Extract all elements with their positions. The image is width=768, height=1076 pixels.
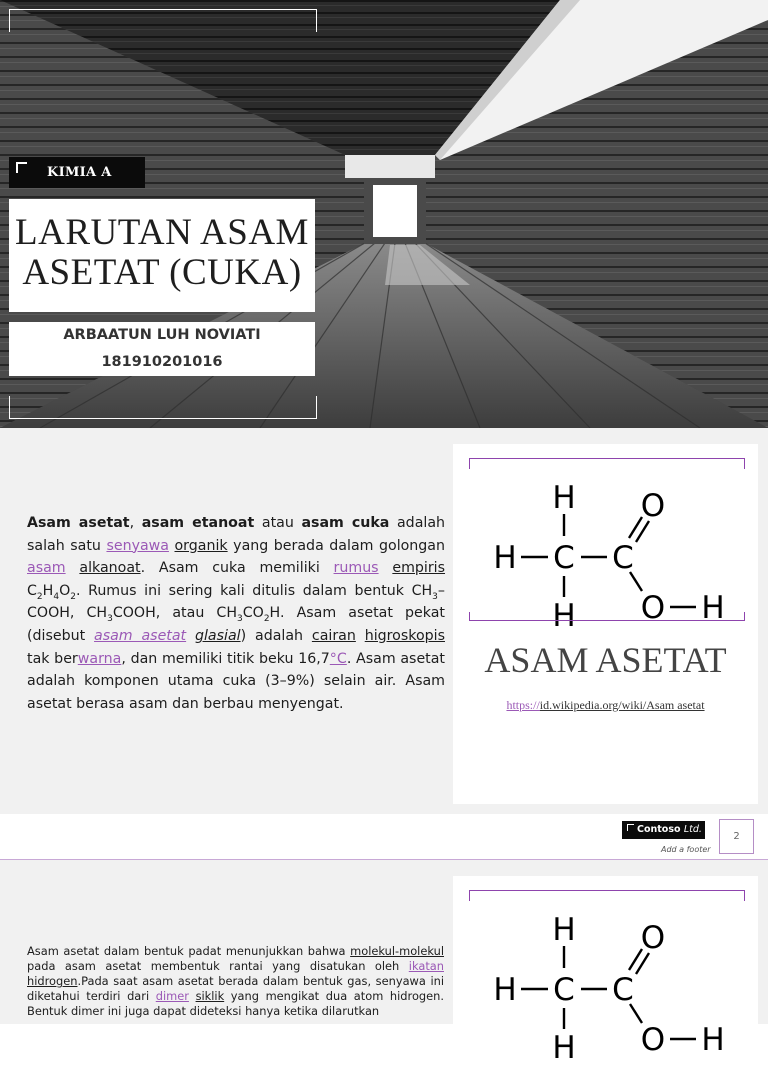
atom-h-right: H (701, 590, 725, 626)
subscript: 3 (432, 591, 438, 602)
subscript: 2 (36, 591, 43, 602)
link-molekul[interactable]: molekul-molekul (350, 944, 444, 958)
subscript: 3 (237, 614, 243, 625)
text: tak ber (27, 650, 78, 667)
atom-o-right: O (640, 1022, 666, 1058)
description-paragraph-2 (27, 944, 444, 1019)
link-cairan[interactable]: cairan (311, 627, 356, 644)
text (379, 560, 393, 576)
term-asam-cuka: asam cuka (301, 515, 390, 531)
atom-o-top: O (640, 488, 666, 524)
link-empiris[interactable]: empiris (392, 560, 446, 577)
footer-placeholder[interactable]: Add a footer (661, 845, 711, 854)
text: CO (242, 605, 264, 622)
link-asam-asetat[interactable]: asam asetat (94, 627, 187, 644)
text: C (27, 582, 37, 599)
atom-c2: C (612, 972, 634, 1008)
subscript: 2 (70, 591, 76, 602)
content-slide-solid-form (0, 860, 768, 1066)
term-asam-asetat: Asam asetat (27, 515, 130, 531)
link-rumus[interactable]: rumus (333, 560, 379, 577)
structure-card (453, 444, 758, 804)
atom-c2: C (612, 540, 634, 576)
text: H (42, 582, 54, 599)
course-tag-label: KIMIA A (47, 165, 112, 180)
text: –COOH, CH (27, 582, 445, 622)
text: atau (254, 515, 302, 531)
acetic-acid-structure-diagram (479, 466, 739, 634)
term-asam-etanoat: asam etanoat (141, 515, 255, 531)
atom-c1: C (553, 540, 575, 576)
link-dimer[interactable]: dimer (155, 989, 189, 1003)
subscript: 4 (53, 591, 60, 602)
atom-o-top: O (640, 920, 666, 956)
atom-c1: C (553, 972, 575, 1008)
tag-corner-mark (16, 162, 27, 173)
text: O (59, 582, 71, 599)
source-link[interactable] (453, 698, 758, 713)
text: H. Asam asetat pekat (disebut (27, 605, 445, 644)
slide-title (9, 213, 315, 293)
text: pada asam asetat membentuk rantai yang disatukan oleh (27, 959, 409, 973)
atom-h-left: H (493, 972, 517, 1008)
bond-c2-o-single (630, 572, 642, 591)
text: . Rumus ini sering kali ditulis dalam bentuk CH (75, 582, 433, 599)
text: yang mengikat dua atom hidrogen. Bentuk dimer ini juga dapat dideteksi hanya ketika dilarutkan (27, 989, 445, 1018)
text: COOH, atau CH (112, 605, 237, 622)
text: .Pada saat asam asetat berada dalam bentuk gas, senyawa ini diketahui terdiri dari (27, 974, 444, 1003)
page-number: 2 (719, 819, 754, 854)
author-name: ARBAATUN LUH NOVIATI (63, 327, 261, 343)
company-name-suffix: Ltd. (683, 824, 702, 835)
link-organik[interactable]: organik (174, 537, 228, 554)
text: ) adalah (240, 627, 312, 644)
text: adalah salah satu (27, 515, 446, 554)
text: . Asam cuka memiliki (140, 560, 334, 577)
text: Asam asetat dalam bentuk padat menunjukkan bahwa (27, 944, 351, 958)
link-alkanoat[interactable]: alkanoat (79, 560, 141, 577)
text (189, 989, 196, 1003)
description-paragraph (27, 512, 445, 715)
title-slide (0, 0, 768, 428)
frame-corner-bottom (9, 396, 317, 419)
atom-o-right: O (640, 590, 666, 626)
text (186, 628, 195, 644)
subscript: 3 (107, 614, 113, 625)
company-logo (622, 821, 705, 839)
atom-h-right: H (701, 1022, 725, 1058)
slide-title-line-1: LARUTAN ASAM (15, 212, 309, 253)
link-celsius[interactable]: °C (329, 650, 347, 667)
source-link-scheme[interactable]: https:// (506, 698, 540, 712)
link-siklik[interactable]: siklik (195, 989, 225, 1003)
text: , dan memiliki titik beku 16,7 (121, 650, 330, 667)
student-id: 181910201016 (101, 354, 223, 370)
subscript: 2 (263, 614, 270, 625)
link-warna[interactable]: warna (77, 650, 122, 667)
text (356, 628, 365, 644)
author-box (9, 322, 315, 376)
slide-title-line-2: ASETAT (CUKA) (22, 252, 302, 293)
link-glasial[interactable]: glasial (194, 627, 241, 644)
atom-h-bottom: H (552, 1030, 576, 1066)
text: , (129, 515, 142, 531)
atom-h-top: H (552, 480, 576, 516)
text: yang berada dalam golongan (227, 537, 445, 554)
link-ikatan[interactable]: ikatan (408, 959, 444, 973)
structure-card-2 (453, 876, 758, 1076)
atom-h-left: H (493, 540, 517, 576)
link-senyawa[interactable]: senyawa (106, 537, 169, 554)
company-name (637, 821, 702, 839)
atom-h-bottom: H (552, 598, 576, 634)
source-link-path[interactable]: id.wikipedia.org/wiki/Asam asetat (539, 698, 705, 712)
content-slide-acetic-acid (0, 428, 768, 814)
slide-footer (0, 814, 768, 860)
frame-corner-top (9, 9, 317, 32)
acetic-acid-structure-diagram-2 (479, 898, 739, 1066)
atom-h-top: H (552, 912, 576, 948)
link-hidrogen[interactable]: hidrogen (27, 974, 78, 988)
link-asam[interactable]: asam (27, 560, 66, 577)
company-name-main: Contoso (637, 824, 681, 835)
title-box (9, 199, 315, 312)
text (66, 560, 80, 576)
course-tag (9, 157, 145, 188)
logo-corner-mark (627, 824, 634, 831)
text: . Asam asetat adalah komponen utama cuka (3–9%) selain air. Asam asetat berasa asam dan berbau menyengat. (27, 650, 445, 712)
structure-caption: ASAM ASETAT (484, 640, 727, 680)
card-bottom-accent (469, 612, 745, 621)
link-higroskopis[interactable]: higroskopis (364, 627, 445, 644)
